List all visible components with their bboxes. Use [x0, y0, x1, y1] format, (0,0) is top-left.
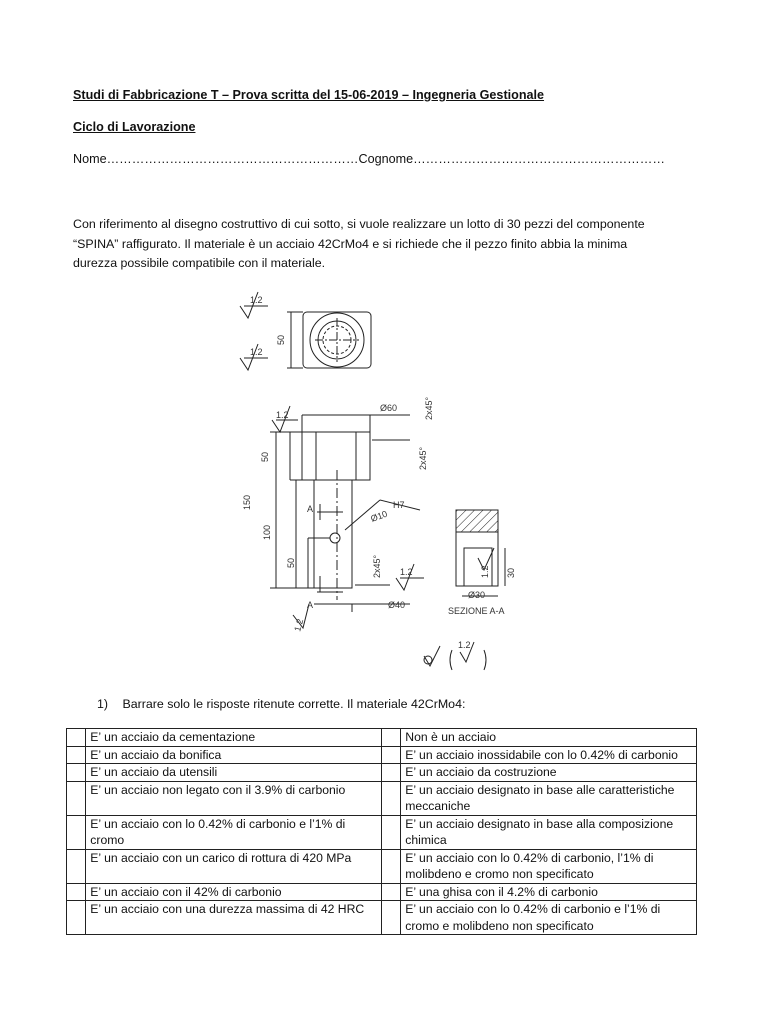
dim-label: Ø10: [369, 508, 389, 524]
question-text: Barrare solo le risposte ritenute corrette. Il materiale 42CrMo4:: [122, 697, 466, 711]
table-row: [67, 883, 697, 901]
roughness-label: 1.2: [250, 295, 263, 305]
answer-checkbox[interactable]: [381, 729, 400, 747]
dim-label: Ø60: [380, 403, 398, 413]
section-label: SEZIONE A-A: [448, 606, 505, 616]
dim-label: 2x45°: [424, 396, 434, 420]
answer-checkbox[interactable]: [67, 746, 86, 764]
top-view-drawing: [287, 312, 371, 368]
answer-option: E’ un acciaio da bonifica: [86, 746, 382, 764]
answer-option: E’ un acciaio inossidabile con lo 0.42% di carbonio: [401, 746, 697, 764]
answer-checkbox[interactable]: [381, 746, 400, 764]
answer-checkbox[interactable]: [381, 781, 400, 815]
intro-line: Con riferimento al disegno costruttivo di cui sotto, si vuole realizzare un lotto di 30 pezzi del componente: [73, 217, 645, 231]
front-view-drawing: [270, 415, 420, 612]
dim-label: 2x45°: [418, 446, 428, 470]
general-roughness-icon: [424, 642, 486, 670]
table-row: [67, 815, 697, 849]
dim-label: Ø40: [388, 600, 406, 610]
roughness-label: 1.2: [400, 567, 413, 577]
roughness-label: 1.2: [250, 347, 263, 357]
dim-label: 150: [242, 494, 252, 510]
cut-label: A: [307, 600, 314, 610]
dim-label: 100: [262, 524, 272, 540]
answer-option: E’ un acciaio con lo 0.42% di carbonio e l’1% di cromo: [86, 815, 382, 849]
answer-option: E’ un acciaio designato in base alla composizione chimica: [401, 815, 697, 849]
answer-option: E’ un acciaio non legato con il 3.9% di carbonio: [86, 781, 382, 815]
name-surname-field: Nome……………………………………………………Cognome……………………………………………………: [73, 152, 665, 166]
roughness-label: 1.2: [276, 410, 289, 420]
dim-label: 50: [276, 334, 286, 345]
answer-checkbox[interactable]: [67, 883, 86, 901]
answer-checkbox[interactable]: [67, 815, 86, 849]
answer-option: E’ un acciaio designato in base alle caratteristiche meccaniche: [401, 781, 697, 815]
intro-line: “SPINA” raffigurato. Il materiale è un acciaio 42CrMo4 e si richiede che il pezzo finito abbia la minima: [73, 236, 628, 251]
answer-checkbox[interactable]: [67, 764, 86, 782]
dim-label: 50: [286, 557, 296, 568]
section-view-drawing: [456, 510, 505, 596]
answer-checkbox[interactable]: [67, 781, 86, 815]
table-row: [67, 729, 697, 747]
roughness-label: 1.2: [480, 565, 490, 578]
dim-label: 50: [260, 451, 270, 462]
answer-checkbox[interactable]: [67, 901, 86, 935]
table-row: [67, 781, 697, 815]
exam-title: Studi di Fabbricazione T – Prova scritta del 15-06-2019 – Ingegneria Gestionale: [73, 88, 545, 102]
dim-label: 2x45°: [372, 554, 382, 578]
answer-option: E’ un acciaio da utensili: [86, 764, 382, 782]
answer-checkbox[interactable]: [67, 729, 86, 747]
table-row: [67, 901, 697, 935]
question-number: 1): [97, 697, 109, 711]
question-1: [97, 697, 465, 711]
answer-option: E’ un acciaio con un carico di rottura di 420 MPa: [86, 849, 382, 883]
answer-option: E’ un acciaio con lo 0.42% di carbonio e l’1% di cromo e molibdeno non specificato: [401, 901, 697, 935]
roughness-label: 1.2: [292, 617, 306, 633]
dim-label: 30: [506, 567, 516, 578]
answer-option: E’ un acciaio con il 42% di carbonio: [86, 883, 382, 901]
answer-option: Non è un acciaio: [401, 729, 697, 747]
section-title: Ciclo di Lavorazione: [73, 120, 196, 134]
answer-checkbox[interactable]: [67, 849, 86, 883]
answer-checkbox[interactable]: [381, 849, 400, 883]
intro-line: durezza possibile compatibile con il materiale.: [73, 256, 326, 270]
dim-label: Ø30: [468, 590, 486, 600]
dim-label: H7: [393, 500, 405, 510]
answer-checkbox[interactable]: [381, 764, 400, 782]
answer-option: E’ un acciaio con una durezza massima di 42 HRC: [86, 901, 382, 935]
answer-checkbox[interactable]: [381, 815, 400, 849]
roughness-label: 1.2: [458, 640, 471, 650]
answer-option: E’ un acciaio con lo 0.42% di carbonio, l’1% di molibdeno e cromo non specificato: [401, 849, 697, 883]
answer-checkbox[interactable]: [381, 901, 400, 935]
answer-checkbox[interactable]: [381, 883, 400, 901]
answer-option: E’ una ghisa con il 4.2% di carbonio: [401, 883, 697, 901]
answer-option: E’ un acciaio da costruzione: [401, 764, 697, 782]
table-row: [67, 849, 697, 883]
cut-label: A: [307, 504, 314, 514]
answers-table: [66, 728, 697, 935]
table-row: [67, 746, 697, 764]
intro-paragraph: [73, 215, 713, 274]
answer-option: E’ un acciaio da cementazione: [86, 729, 382, 747]
table-row: [67, 764, 697, 782]
technical-drawing: [220, 282, 520, 682]
